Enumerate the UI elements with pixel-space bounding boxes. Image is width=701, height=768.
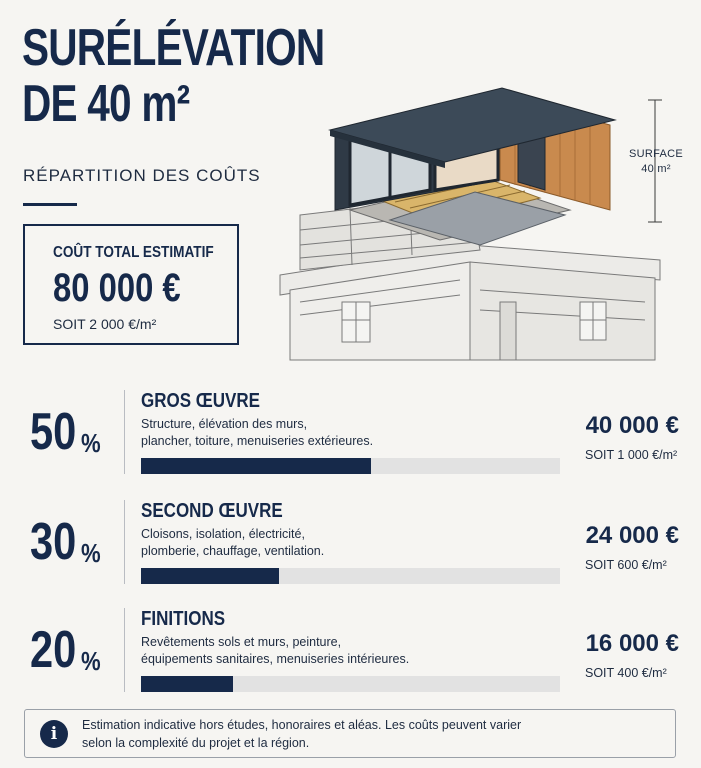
total-cost-label: COÛT TOTAL ESTIMATIF — [53, 244, 214, 261]
description-line-1: Revêtements sols et murs, peinture, — [141, 635, 342, 649]
percent-number: 50 — [30, 403, 77, 461]
section-title: GROS ŒUVRE — [141, 390, 261, 412]
title-line-1: SURÉLÉVATION — [22, 19, 325, 77]
total-cost-value: 80 000 € — [53, 266, 181, 310]
cost-section-gros-oeuvre — [0, 390, 701, 490]
section-title: SECOND ŒUVRE — [141, 500, 283, 522]
disclaimer-line-1: Estimation indicative hors études, honoraires et aléas. Les coûts peuvent varier — [82, 718, 522, 732]
disclaimer-note — [24, 709, 676, 758]
house-extension-illustration — [270, 40, 690, 370]
progress-fill — [141, 568, 279, 584]
description-line-1: Structure, élévation des murs, — [141, 417, 308, 431]
percent-symbol: % — [81, 428, 101, 458]
progress-fill — [141, 458, 371, 474]
surface-label: SURFACE — [628, 148, 684, 160]
percent-symbol: % — [81, 646, 101, 676]
section-divider — [124, 608, 125, 692]
cost-section-finitions — [0, 608, 701, 708]
section-percent — [30, 512, 101, 572]
section-percent — [30, 620, 101, 680]
description-line-2: plomberie, chauffage, ventilation. — [141, 544, 325, 558]
section-amount-per-m2: SOIT 400 €/m² — [585, 666, 667, 680]
section-description — [141, 634, 461, 668]
section-description — [141, 526, 441, 560]
cost-section-second-oeuvre — [0, 500, 701, 600]
section-amount-per-m2: SOIT 1 000 €/m² — [585, 448, 678, 462]
section-description — [141, 416, 441, 450]
percent-symbol: % — [81, 538, 101, 568]
progress-track — [141, 568, 560, 584]
section-amount: 40 000 € — [585, 412, 679, 439]
title-divider — [23, 203, 77, 206]
section-amount-per-m2: SOIT 600 €/m² — [585, 558, 667, 572]
total-cost-box — [23, 224, 239, 345]
description-line-2: équipements sanitaires, menuiseries intérieures. — [141, 652, 410, 666]
page-subtitle: RÉPARTITION DES COÛTS — [23, 166, 261, 185]
section-amount: 16 000 € — [585, 630, 679, 657]
total-cost-per-m2: SOIT 2 000 €/m² — [53, 316, 157, 332]
surface-annotation — [618, 147, 694, 177]
surface-value: 40 m² — [641, 163, 671, 175]
section-percent — [30, 402, 101, 462]
disclaimer-line-2: selon la complexité du projet et la région. — [82, 736, 310, 750]
disclaimer-text — [82, 716, 562, 752]
percent-number: 30 — [30, 513, 77, 571]
section-title: FINITIONS — [141, 608, 226, 630]
description-line-1: Cloisons, isolation, électricité, — [141, 527, 305, 541]
section-divider — [124, 390, 125, 474]
info-icon: i — [40, 720, 68, 748]
title-line-2: DE 40 m² — [22, 75, 190, 133]
progress-fill — [141, 676, 233, 692]
section-amount: 24 000 € — [585, 522, 679, 549]
progress-track — [141, 676, 560, 692]
percent-number: 20 — [30, 621, 77, 679]
progress-track — [141, 458, 560, 474]
section-divider — [124, 500, 125, 584]
description-line-2: plancher, toiture, menuiseries extérieures. — [141, 434, 374, 448]
